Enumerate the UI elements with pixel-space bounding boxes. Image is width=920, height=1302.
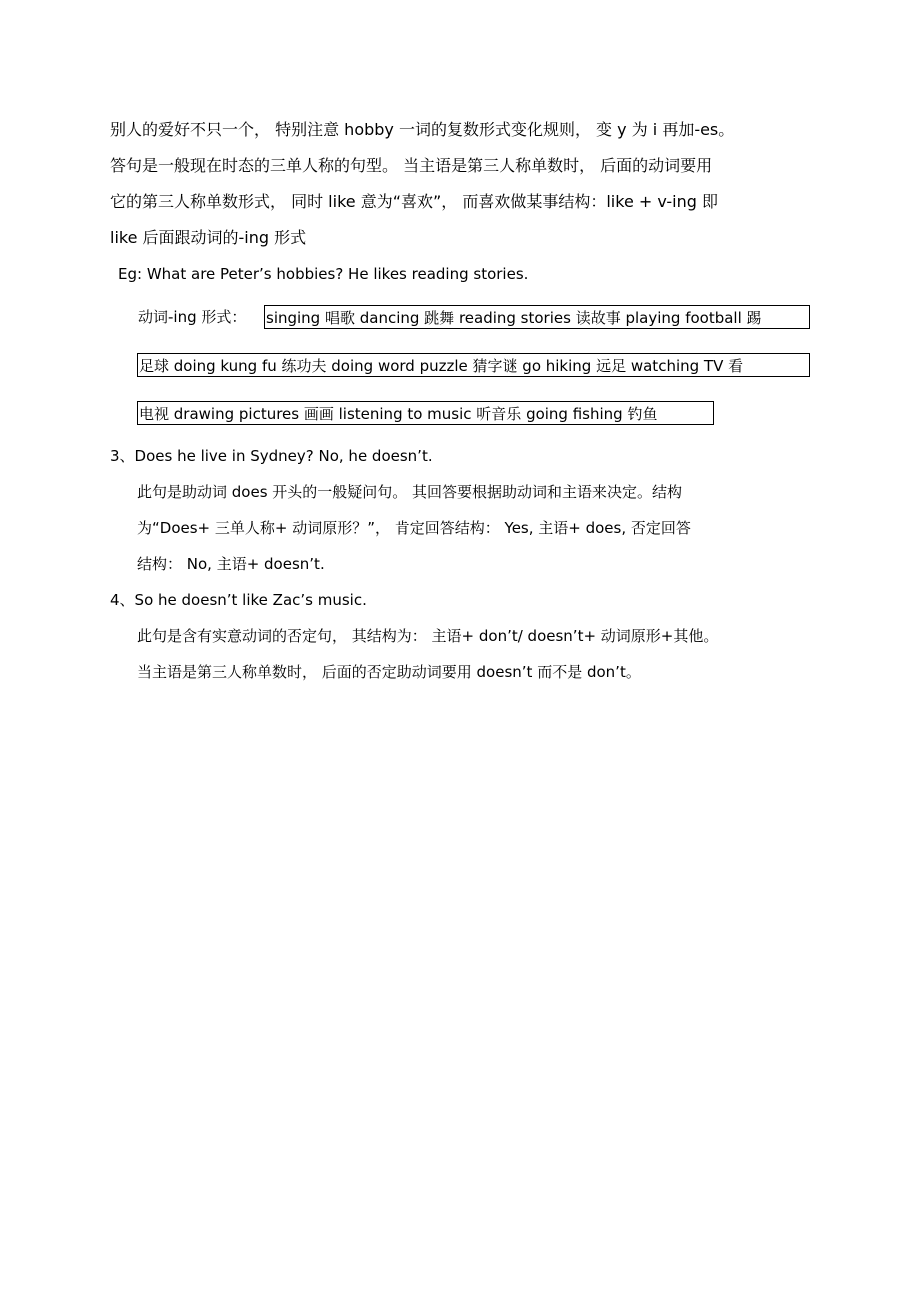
ing-form-box-row: 足球 doing kung fu 练功夫 doing word puzzle 猜字谜 go hiking 远足 watching TV 看: [137, 353, 810, 377]
paragraph-line: 为“Does+ 三单人称+ 动词原形？”， 肯定回答结构： Yes, 主语+ does, 否定回答: [137, 519, 691, 537]
ing-form-label: 动词-ing 形式：: [138, 308, 247, 326]
paragraph-line: 结构： No, 主语+ doesn’t.: [137, 555, 325, 573]
paragraph-line: 答句是一般现在时态的三单人称的句型。 当主语是第三人称单数时， 后面的动词要用: [110, 156, 713, 175]
ing-form-box-row: singing 唱歌 dancing 跳舞 reading stories 读故事 playing football 踢: [264, 305, 810, 329]
paragraph-line: 此句是含有实意动词的否定句， 其结构为： 主语+ don’t/ doesn’t+ 动词原形+其他。: [137, 627, 719, 645]
paragraph-line: 别人的爱好不只一个， 特别注意 hobby 一词的复数形式变化规则， 变 y 为 i 再加-es。: [110, 120, 735, 139]
paragraph-line: like 后面跟动词的-ing 形式: [110, 228, 307, 247]
paragraph-line: 当主语是第三人称单数时， 后面的否定助动词要用 doesn’t 而不是 don’t。: [137, 663, 641, 681]
section-heading: 3、Does he live in Sydney? No, he doesn’t.: [110, 447, 433, 465]
paragraph-line: 此句是助动词 does 开头的一般疑问句。 其回答要根据助动词和主语来决定。结构: [137, 483, 683, 501]
ing-form-box-row: 电视 drawing pictures 画画 listening to music 听音乐 going fishing 钓鱼: [137, 401, 714, 425]
section-heading: 4、So he doesn’t like Zac’s music.: [110, 591, 367, 609]
example-sentence: Eg: What are Peter’s hobbies? He likes reading stories.: [118, 265, 529, 283]
paragraph-line: 它的第三人称单数形式， 同时 like 意为“喜欢”， 而喜欢做某事结构：like + v-ing 即: [110, 192, 719, 211]
